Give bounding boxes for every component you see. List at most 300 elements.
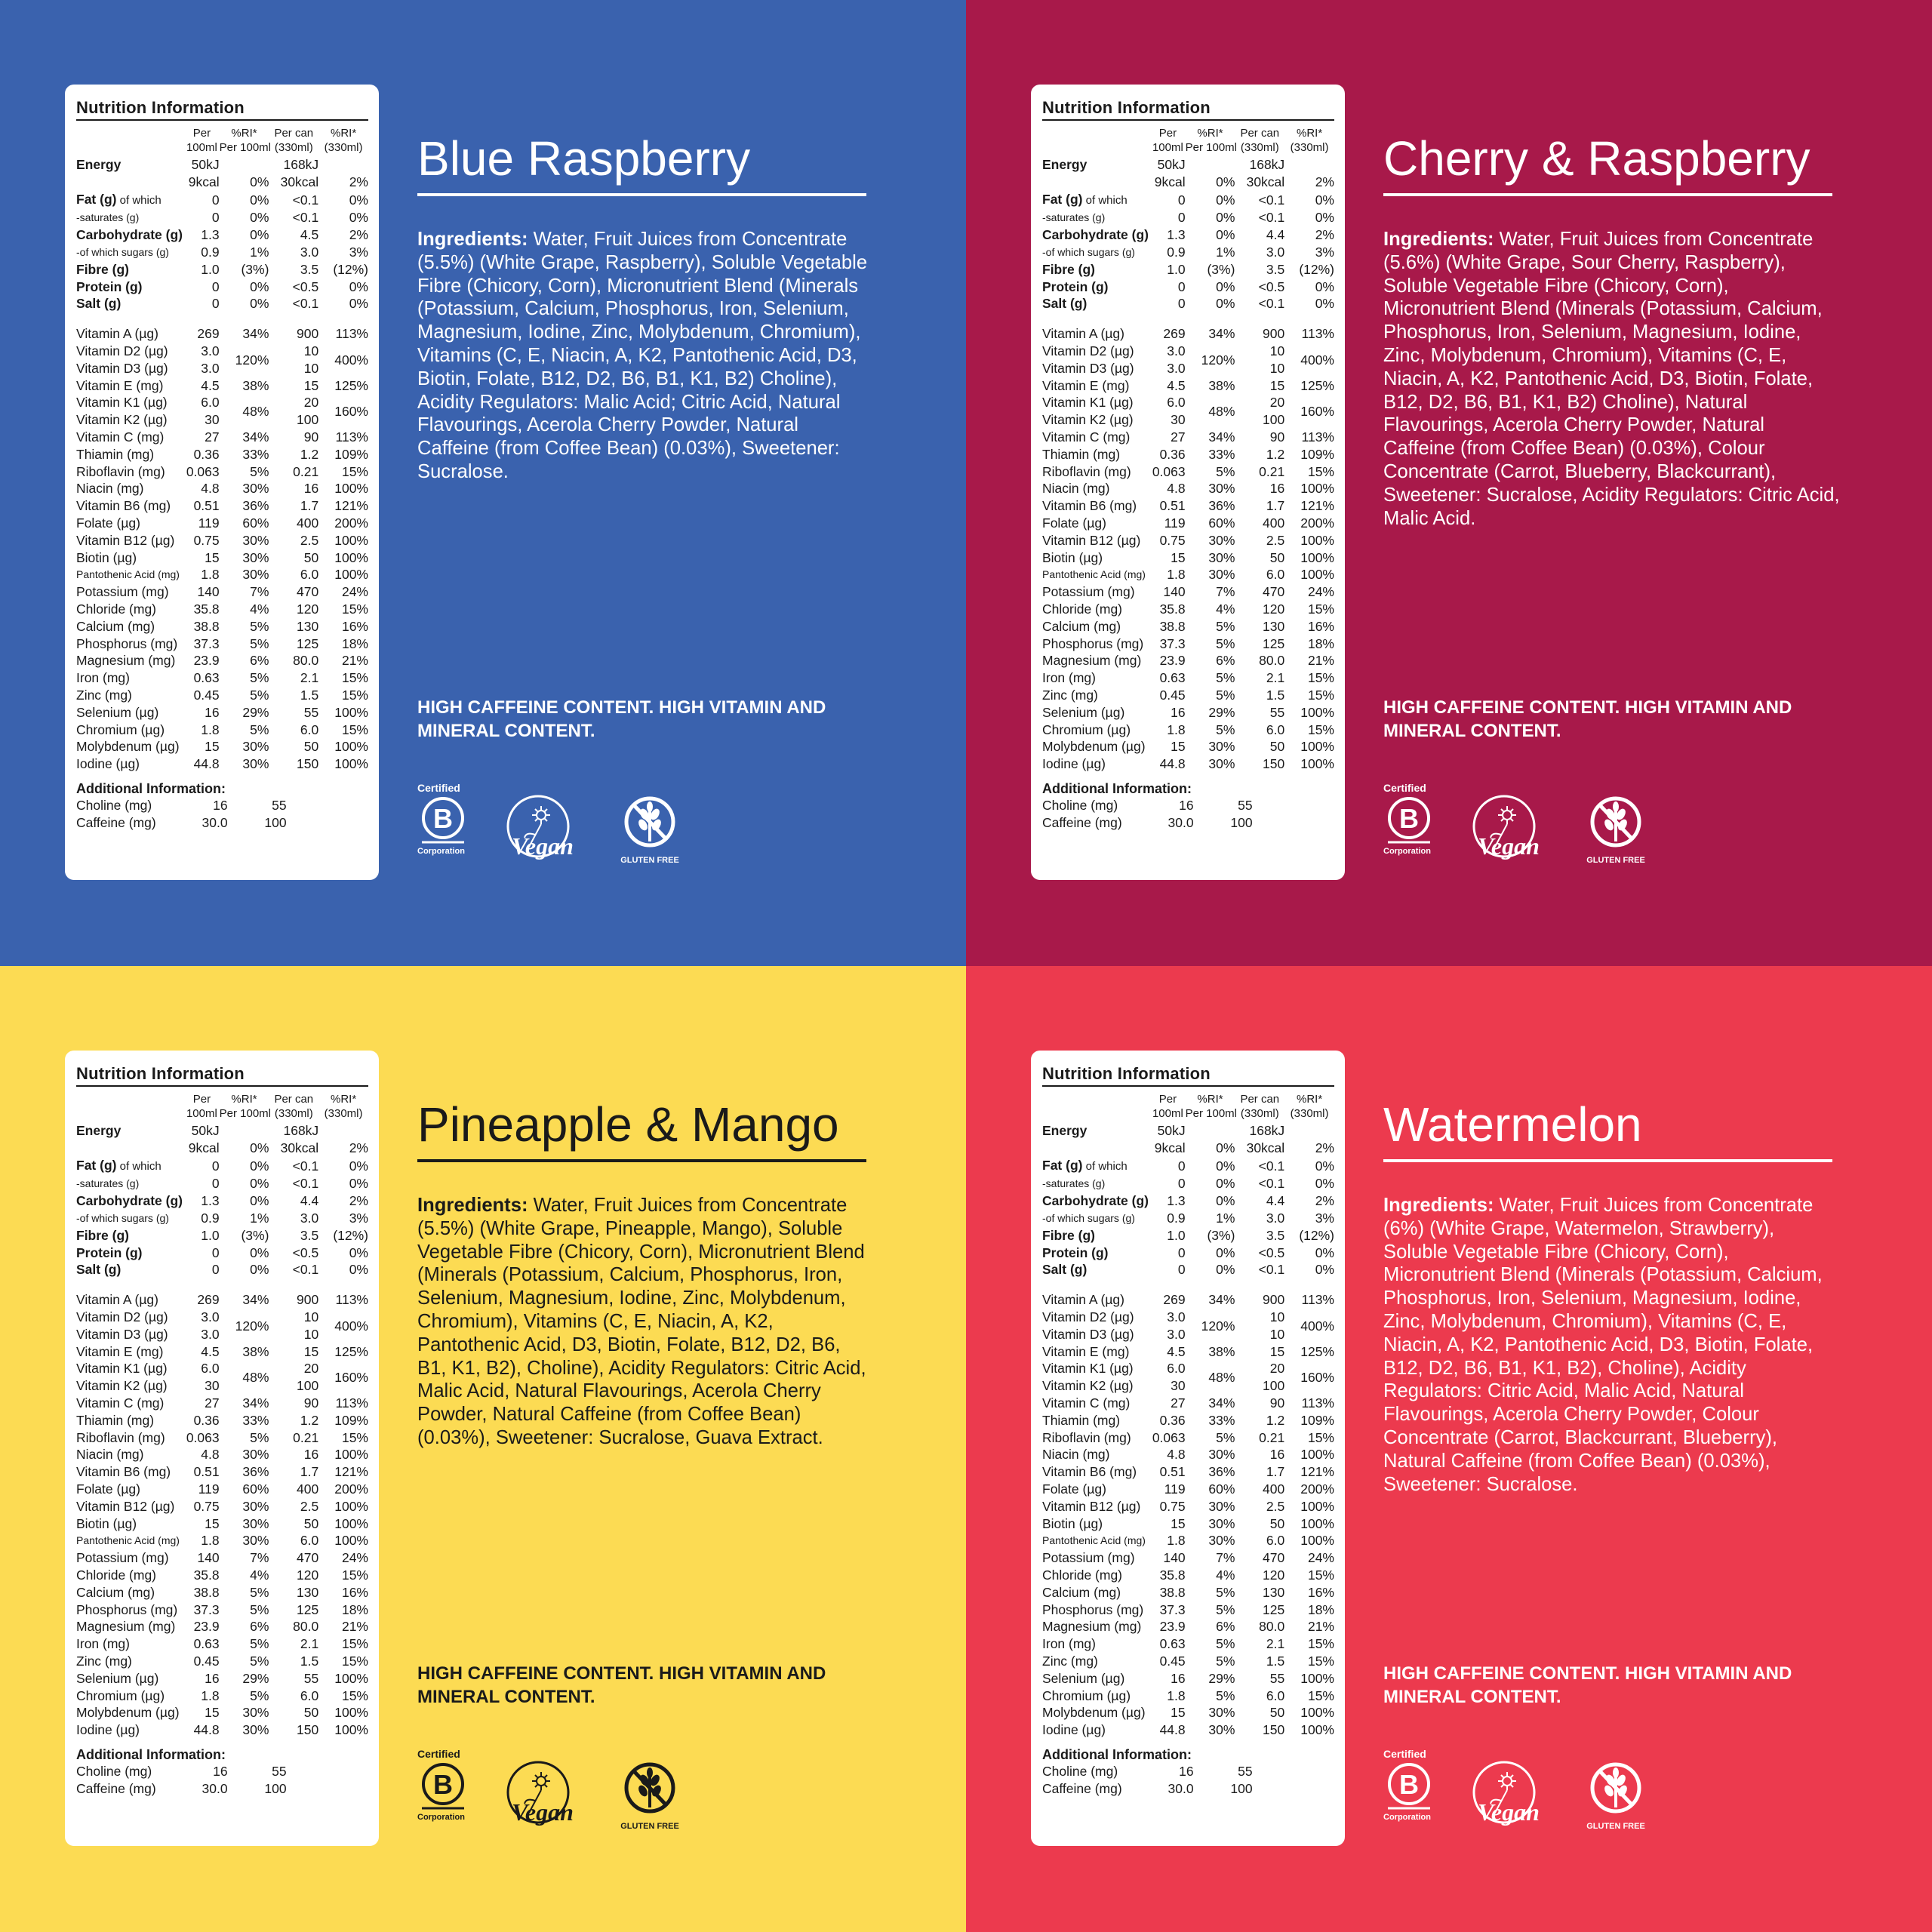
nutrient-value: 0% bbox=[1315, 296, 1334, 312]
nutrient-value: 0% bbox=[1216, 278, 1235, 294]
nutrition-card bbox=[65, 85, 379, 880]
nutrient-value: 3.5 bbox=[1266, 1227, 1285, 1243]
nutrition-row bbox=[76, 601, 368, 618]
nutrient-value: 15% bbox=[1307, 1653, 1334, 1669]
nutrient-value: 16% bbox=[341, 1584, 368, 1600]
nutrition-row bbox=[1042, 1635, 1334, 1653]
nutrient-value: 120% bbox=[1201, 1318, 1235, 1334]
nutrient-label: Vitamin C (mg) bbox=[76, 1395, 165, 1411]
nutrient-value: 35.8 bbox=[193, 1567, 220, 1583]
nutrient-value: 36% bbox=[1208, 1464, 1235, 1480]
nutrient-value: 0% bbox=[250, 1158, 269, 1174]
nutrient-label: Iodine (µg) bbox=[1042, 756, 1106, 772]
nutrient-value: 30% bbox=[242, 1722, 269, 1738]
nutrient-value: 3.0 bbox=[201, 343, 220, 358]
nutrient-value: 1.8 bbox=[201, 1533, 220, 1549]
nutrition-row bbox=[76, 295, 368, 312]
nutrient-value: 100% bbox=[1300, 1670, 1334, 1686]
nutrient-label: Vitamin A (µg) bbox=[76, 326, 158, 342]
nutrient-value: 15% bbox=[1307, 1567, 1334, 1583]
nutrient-value: 6% bbox=[1216, 653, 1235, 669]
nutrition-row bbox=[76, 1343, 368, 1361]
nutrient-value: 6.0 bbox=[1266, 567, 1285, 583]
nutrient-value: 100% bbox=[1300, 1515, 1334, 1531]
nutrient-value: 44.8 bbox=[193, 1722, 220, 1738]
nutrient-value: 6.0 bbox=[1167, 1361, 1186, 1377]
nutrient-value: 15% bbox=[1307, 721, 1334, 737]
vegan-badge bbox=[1465, 1758, 1563, 1838]
nutrient-label: Magnesium (mg) bbox=[76, 1619, 176, 1635]
nutrition-row bbox=[1042, 515, 1334, 532]
nutrient-value: 4% bbox=[250, 601, 269, 617]
nutrient-value: 80.0 bbox=[1259, 653, 1285, 669]
nutrient-value: 100% bbox=[1300, 1705, 1334, 1721]
svg-text:Vegan: Vegan bbox=[512, 832, 574, 860]
nutrient-value: 1.0 bbox=[201, 1227, 220, 1243]
svg-text:B: B bbox=[433, 803, 453, 834]
nutrient-value: 3.0 bbox=[201, 360, 220, 376]
nutrient-value: 5% bbox=[1216, 618, 1235, 634]
nutrient-value: 160% bbox=[1300, 404, 1334, 420]
nutrient-label: Vitamin B12 (µg) bbox=[1042, 532, 1141, 548]
nutrient-label: Iodine (µg) bbox=[76, 756, 140, 772]
nutrient-value: 20 bbox=[303, 395, 319, 411]
nutrient-label: -of which sugars (g) bbox=[1042, 1211, 1135, 1224]
nutrient-value: 2% bbox=[1315, 227, 1334, 243]
nutrition-row bbox=[1042, 721, 1334, 739]
nutrient-value: 16 bbox=[205, 1670, 220, 1686]
nutrient-value: 16 bbox=[303, 1447, 319, 1463]
nutrition-row bbox=[1042, 1463, 1334, 1481]
nutrient-value: (3%) bbox=[241, 261, 269, 277]
nutrition-row bbox=[1042, 1481, 1334, 1498]
nutrient-value: 15% bbox=[1307, 670, 1334, 686]
nutrient-value: 1.5 bbox=[1266, 1653, 1285, 1669]
nutrient-value: 16 bbox=[1171, 704, 1186, 720]
nutrient-value: 9kcal bbox=[1154, 174, 1186, 189]
nutrition-row bbox=[1042, 1192, 1334, 1210]
nutrient-label: Molybdenum (µg) bbox=[76, 739, 180, 755]
nutrient-value: 470 bbox=[296, 1550, 319, 1566]
nutrient-value: 5% bbox=[250, 618, 269, 634]
nutrient-value: 0.45 bbox=[1159, 687, 1186, 703]
nutrient-value: 90 bbox=[1269, 1395, 1285, 1411]
additional-label: Choline (mg) bbox=[76, 797, 152, 813]
nutrition-row bbox=[76, 377, 368, 395]
nutrient-value: 269 bbox=[197, 1292, 220, 1308]
nutrient-value: 35.8 bbox=[1159, 1567, 1186, 1583]
nutrition-row bbox=[76, 1157, 368, 1176]
nutrient-value: 2% bbox=[349, 1193, 368, 1209]
nutrient-value: 30kcal bbox=[280, 1140, 319, 1155]
additional-table bbox=[76, 797, 287, 832]
nutrient-value: 6.0 bbox=[201, 395, 220, 411]
nutrient-value: 6.0 bbox=[1167, 395, 1186, 411]
additional-information bbox=[1042, 780, 1334, 832]
nutrient-value: 0% bbox=[1216, 1158, 1235, 1174]
additional-table bbox=[76, 1763, 287, 1798]
nutrient-value: 23.9 bbox=[1159, 653, 1186, 669]
nutrient-value: 30 bbox=[1171, 412, 1186, 428]
nutrition-row bbox=[1042, 244, 1334, 261]
nutrient-label: Vitamin B6 (mg) bbox=[76, 1464, 171, 1480]
nutrient-label: Vitamin B6 (mg) bbox=[76, 498, 171, 514]
nutrient-value: 6.0 bbox=[300, 1687, 319, 1703]
nutrient-label: Biotin (µg) bbox=[1042, 1515, 1103, 1531]
nutrient-value: 100% bbox=[1300, 1447, 1334, 1463]
nutrient-label: Vitamin K2 (µg) bbox=[1042, 412, 1134, 428]
nutrition-row bbox=[1042, 377, 1334, 395]
nutrient-value: 0% bbox=[1315, 210, 1334, 226]
nutrient-label: Protein (g) bbox=[1042, 1244, 1109, 1260]
nutrient-label: Fat (g) of which bbox=[76, 1157, 162, 1173]
nutrient-label: Vitamin C (mg) bbox=[1042, 1395, 1131, 1411]
nutrient-value: 16 bbox=[303, 481, 319, 497]
nutrient-value: 0.063 bbox=[1152, 1429, 1186, 1445]
nutrient-value: 3.0 bbox=[1167, 1309, 1186, 1324]
nutrition-row bbox=[76, 1261, 368, 1278]
nutrient-value: 15% bbox=[341, 721, 368, 737]
nutrient-label: Iron (mg) bbox=[76, 670, 130, 686]
nutrient-label: Calcium (mg) bbox=[76, 618, 155, 634]
nutrient-value: 0.063 bbox=[1152, 463, 1186, 479]
nutrient-value: 5% bbox=[1216, 1584, 1235, 1600]
additional-value: 100 bbox=[1230, 1780, 1253, 1796]
nutrient-value: 0% bbox=[250, 210, 269, 226]
nutrient-value: 0 bbox=[1177, 1244, 1186, 1260]
nutrient-label: Vitamin D2 (µg) bbox=[76, 1309, 168, 1324]
additional-table bbox=[1042, 1763, 1253, 1798]
nutrient-value: 0.9 bbox=[1167, 1210, 1186, 1226]
nutrient-value: 38.8 bbox=[193, 1584, 220, 1600]
nutrition-title: Nutrition Information bbox=[1042, 100, 1334, 121]
nutrient-label: Molybdenum (µg) bbox=[1042, 739, 1146, 755]
nutrient-value: 80.0 bbox=[293, 1619, 319, 1635]
nutrient-label: Vitamin B6 (mg) bbox=[1042, 1464, 1137, 1480]
nutrient-value: 15% bbox=[341, 1567, 368, 1583]
caffeine-warning: HIGH CAFFEINE CONTENT. HIGH VITAMIN AND MINERAL CONTENT. bbox=[417, 697, 826, 741]
nutrient-value: 30% bbox=[1208, 739, 1235, 755]
nutrient-label bbox=[1042, 1140, 1150, 1157]
nutrient-value: 30% bbox=[1208, 481, 1235, 497]
nutrient-label: Fibre (g) bbox=[76, 261, 129, 277]
nutrient-value: (3%) bbox=[1207, 261, 1235, 277]
nutrient-value: 113% bbox=[1301, 429, 1334, 445]
vegan-sunflower-icon bbox=[1465, 1758, 1563, 1834]
nutrient-value: 1.5 bbox=[300, 1653, 319, 1669]
nutrient-value: 470 bbox=[1262, 1550, 1285, 1566]
nutrient-value: 0% bbox=[250, 1262, 269, 1278]
col-per-can: Per can (330ml) bbox=[1240, 127, 1280, 154]
nutrition-row bbox=[1042, 1121, 1334, 1140]
nutrient-value: 200% bbox=[334, 515, 368, 531]
nutrient-value: 160% bbox=[334, 404, 368, 420]
nutrient-value: 113% bbox=[335, 1292, 368, 1308]
nutrient-value: <0.1 bbox=[292, 1158, 319, 1174]
nutrient-value: 0% bbox=[1216, 1262, 1235, 1278]
certification-badges bbox=[417, 782, 719, 872]
nutrition-row bbox=[1042, 1515, 1334, 1533]
nutrient-value: 0% bbox=[250, 1193, 269, 1209]
nutrient-value: 1.0 bbox=[1167, 1227, 1186, 1243]
nutrient-value: 2.5 bbox=[1266, 1498, 1285, 1514]
nutrition-row bbox=[1042, 1227, 1334, 1244]
nutrient-value: 470 bbox=[296, 584, 319, 600]
nutrient-value: 33% bbox=[242, 446, 269, 462]
nutrition-row bbox=[76, 226, 368, 244]
nutrient-value: 15 bbox=[1269, 377, 1285, 393]
nutrient-value: 100% bbox=[334, 1670, 368, 1686]
nutrient-value: 0.21 bbox=[293, 463, 319, 479]
nutrient-label: Riboflavin (mg) bbox=[76, 1429, 165, 1445]
nutrient-value: 5% bbox=[1216, 687, 1235, 703]
nutrient-value: 400% bbox=[334, 1318, 368, 1334]
nutrient-value: 400% bbox=[1300, 352, 1334, 368]
nutrient-value: 269 bbox=[197, 326, 220, 342]
nutrient-value: 5% bbox=[250, 635, 269, 651]
nutrient-label: Thiamin (mg) bbox=[1042, 446, 1121, 462]
b-corp-badge bbox=[417, 782, 470, 856]
nutrient-value: 1.5 bbox=[1266, 687, 1285, 703]
additional-row bbox=[1042, 1780, 1253, 1798]
nutrient-value: 30% bbox=[1208, 1515, 1235, 1531]
nutrient-value: 1% bbox=[1216, 244, 1235, 260]
nutrient-value: 119 bbox=[198, 1481, 220, 1497]
nutrient-value: 30% bbox=[1208, 756, 1235, 772]
col-per-100ml: Per 100ml bbox=[1152, 127, 1183, 154]
col-per-100ml: Per 100ml bbox=[186, 127, 217, 154]
nutrient-value: 0.36 bbox=[1159, 446, 1186, 462]
nutrition-row bbox=[1042, 155, 1334, 174]
nutrient-value: 168kJ bbox=[283, 157, 319, 172]
nutrient-label: Biotin (µg) bbox=[76, 1515, 137, 1531]
nutrient-value: (12%) bbox=[333, 1227, 368, 1243]
nutrient-value: 15% bbox=[1307, 1687, 1334, 1703]
nutrition-row bbox=[76, 1498, 368, 1515]
nutrient-value: 18% bbox=[341, 1601, 368, 1617]
nutrient-value: 30% bbox=[242, 1515, 269, 1531]
nutrient-value: 36% bbox=[242, 1464, 269, 1480]
nutrient-value: 120 bbox=[1262, 1567, 1285, 1583]
gluten-free-badge bbox=[1582, 1761, 1650, 1831]
nutrient-value: 120% bbox=[235, 1318, 269, 1334]
vegan-sunflower-icon bbox=[1465, 792, 1563, 868]
nutrient-label: -of which sugars (g) bbox=[76, 1211, 169, 1224]
nutrition-row bbox=[76, 532, 368, 549]
nutrient-label: Chloride (mg) bbox=[1042, 1567, 1122, 1583]
nutrient-label: Protein (g) bbox=[1042, 278, 1109, 294]
nutrient-value: 3% bbox=[1315, 1210, 1334, 1226]
additional-table bbox=[1042, 797, 1253, 832]
nutrient-value: 48% bbox=[242, 404, 269, 420]
nutrient-value bbox=[1284, 155, 1334, 174]
nutrient-value: 36% bbox=[1208, 498, 1235, 514]
nutrient-value: 30% bbox=[242, 1498, 269, 1514]
nutrient-value: 50kJ bbox=[191, 157, 220, 172]
nutrition-row bbox=[1042, 1244, 1334, 1262]
nutrient-value: 0% bbox=[1315, 278, 1334, 294]
nutrient-value: 6.0 bbox=[1266, 1533, 1285, 1549]
nutrient-value: 0 bbox=[1177, 210, 1186, 226]
nutrient-value: 34% bbox=[1208, 1395, 1235, 1411]
nutrient-value: 21% bbox=[341, 653, 368, 669]
additional-value: 55 bbox=[272, 1763, 287, 1779]
nutrient-value bbox=[318, 155, 368, 174]
nutrient-label: Vitamin K2 (µg) bbox=[1042, 1378, 1134, 1394]
nutrient-value: 24% bbox=[341, 584, 368, 600]
nutrient-value: <0.1 bbox=[1258, 1262, 1285, 1278]
nutrient-value: 38% bbox=[242, 377, 269, 393]
nutrient-label: Selenium (µg) bbox=[1042, 704, 1125, 720]
nutrient-value: 100% bbox=[334, 704, 368, 720]
nutrient-value: 10 bbox=[303, 1309, 319, 1324]
nutrient-value: 269 bbox=[1163, 1292, 1186, 1308]
nutrient-value: 20 bbox=[1269, 395, 1285, 411]
nutrient-value: 3.0 bbox=[1167, 360, 1186, 376]
nutrient-value: 33% bbox=[1208, 1412, 1235, 1428]
gluten-free-label: GLUTEN FREE bbox=[620, 856, 679, 865]
nutrient-value: 100% bbox=[334, 1722, 368, 1738]
nutrient-value: 5% bbox=[1216, 1429, 1235, 1445]
nutrient-value: 4.8 bbox=[201, 1447, 220, 1463]
nutrition-row bbox=[76, 1227, 368, 1244]
nutrient-value: 30% bbox=[242, 549, 269, 565]
nutrient-label: Phosphorus (mg) bbox=[1042, 635, 1144, 651]
ingredients-text bbox=[1383, 228, 1840, 530]
nutrient-value: 130 bbox=[296, 618, 319, 634]
nutrient-value: 0.51 bbox=[193, 498, 220, 514]
nutrient-value: 1.0 bbox=[1167, 261, 1186, 277]
nutrition-row bbox=[1042, 635, 1334, 653]
nutrient-value: 55 bbox=[1269, 704, 1285, 720]
nutrient-value: 10 bbox=[303, 343, 319, 358]
nutrient-value: 0.21 bbox=[1259, 463, 1285, 479]
nutrient-value: 1.8 bbox=[201, 567, 220, 583]
nutrient-value: 4.5 bbox=[300, 227, 319, 243]
nutrient-value: 0.75 bbox=[1159, 1498, 1186, 1514]
nutrient-label: Thiamin (mg) bbox=[76, 1412, 155, 1428]
nutrient-value: 9kcal bbox=[1154, 1140, 1186, 1155]
nutrient-value bbox=[318, 1121, 368, 1140]
b-corp-badge bbox=[1383, 1748, 1436, 1822]
nutrition-row bbox=[1042, 1446, 1334, 1463]
flavor-title: Cherry & Raspberry bbox=[1383, 130, 1832, 196]
nutrition-row bbox=[1042, 652, 1334, 669]
nutrient-value: 2.5 bbox=[300, 532, 319, 548]
nutrition-row bbox=[76, 174, 368, 191]
nutrient-label: -saturates (g) bbox=[1042, 1177, 1106, 1190]
nutrient-value: 400 bbox=[296, 515, 319, 531]
nutrient-label: Chromium (µg) bbox=[76, 721, 165, 737]
nutrient-value: 15% bbox=[1307, 1636, 1334, 1652]
nutrient-value: 2.5 bbox=[1266, 532, 1285, 548]
nutrient-value: 2.1 bbox=[300, 1636, 319, 1652]
nutrition-row bbox=[76, 652, 368, 669]
nutrient-label: Iron (mg) bbox=[76, 1636, 130, 1652]
nutrient-value: <0.1 bbox=[1258, 210, 1285, 226]
nutrient-value: 100% bbox=[334, 532, 368, 548]
nutrition-row bbox=[76, 411, 368, 429]
nutrition-row bbox=[76, 1412, 368, 1429]
nutrient-value: 24% bbox=[1307, 584, 1334, 600]
svg-text:B: B bbox=[1399, 1769, 1419, 1800]
nutrient-label: Niacin (mg) bbox=[76, 1447, 144, 1463]
additional-value: 100 bbox=[1230, 814, 1253, 830]
nutrient-value: 20 bbox=[1269, 1361, 1285, 1377]
nutrient-value: 1.7 bbox=[300, 498, 319, 514]
nutrient-value: <0.1 bbox=[1258, 1158, 1285, 1174]
ingredients-label: Ingredients: bbox=[1383, 229, 1494, 250]
nutrient-label: Vitamin B12 (µg) bbox=[76, 532, 175, 548]
gluten-free-badge bbox=[616, 795, 684, 865]
col-ri-per-can: %RI* (330ml) bbox=[324, 1093, 363, 1120]
nutrient-value: 30kcal bbox=[1246, 1140, 1285, 1155]
additional-value: 30.0 bbox=[1168, 814, 1194, 830]
nutrient-value: 900 bbox=[1262, 326, 1285, 342]
nutrient-label: Chloride (mg) bbox=[1042, 601, 1122, 617]
nutrient-value bbox=[1186, 1121, 1235, 1140]
b-corp-corporation-label: Corporation bbox=[417, 1813, 465, 1822]
nutrient-value: 470 bbox=[1262, 584, 1285, 600]
nutrient-value: 5% bbox=[250, 1636, 269, 1652]
nutrient-value: 15 bbox=[303, 1343, 319, 1359]
nutrient-value: 7% bbox=[250, 584, 269, 600]
nutrient-value: 900 bbox=[296, 326, 319, 342]
nutrition-row bbox=[1042, 1377, 1334, 1395]
nutrient-label bbox=[1042, 174, 1150, 191]
nutrient-value: 55 bbox=[303, 704, 319, 720]
nutrient-value: 119 bbox=[198, 515, 220, 531]
nutrition-row bbox=[76, 1395, 368, 1412]
nutrient-value: 1.8 bbox=[1167, 1533, 1186, 1549]
nutrient-value: 5% bbox=[1216, 635, 1235, 651]
nutrient-value: 10 bbox=[1269, 343, 1285, 358]
b-corp-badge bbox=[417, 1748, 470, 1822]
nutrient-value: 50 bbox=[303, 1515, 319, 1531]
nutrition-row bbox=[76, 1549, 368, 1567]
nutrient-label: -of which sugars (g) bbox=[1042, 245, 1135, 258]
nutrient-value: 34% bbox=[1208, 326, 1235, 342]
nutrition-row bbox=[76, 704, 368, 721]
nutrient-value: 6.0 bbox=[300, 567, 319, 583]
nutrition-row bbox=[1042, 1532, 1334, 1549]
nutrient-value: 120% bbox=[235, 352, 269, 368]
nutrient-value: 0 bbox=[1177, 296, 1186, 312]
nutrient-value: 50 bbox=[1269, 549, 1285, 565]
vegan-badge bbox=[1465, 792, 1563, 872]
nutrient-value: 15% bbox=[341, 1636, 368, 1652]
nutrition-table-header bbox=[76, 121, 368, 155]
nutrient-value: 44.8 bbox=[1159, 756, 1186, 772]
nutrient-value: 160% bbox=[334, 1370, 368, 1386]
nutrient-label: Phosphorus (mg) bbox=[76, 635, 178, 651]
nutrient-value: 125% bbox=[1300, 1343, 1334, 1359]
nutrition-table-header bbox=[76, 1087, 368, 1121]
nutrition-row bbox=[76, 1278, 368, 1309]
nutrition-table bbox=[1042, 1087, 1334, 1739]
additional-row bbox=[76, 1763, 287, 1780]
nutrient-value: 10 bbox=[1269, 1309, 1285, 1324]
nutrient-value: 24% bbox=[341, 1550, 368, 1566]
nutrient-value: 3.0 bbox=[201, 1309, 220, 1324]
nutrition-row bbox=[1042, 1721, 1334, 1739]
nutrition-row bbox=[1042, 174, 1334, 191]
nutrient-label: Protein (g) bbox=[76, 1244, 143, 1260]
nutrient-value: 37.3 bbox=[1159, 635, 1186, 651]
nutrient-value: 30% bbox=[242, 1705, 269, 1721]
nutrition-row bbox=[1042, 1704, 1334, 1721]
nutrient-label: -saturates (g) bbox=[1042, 211, 1106, 224]
